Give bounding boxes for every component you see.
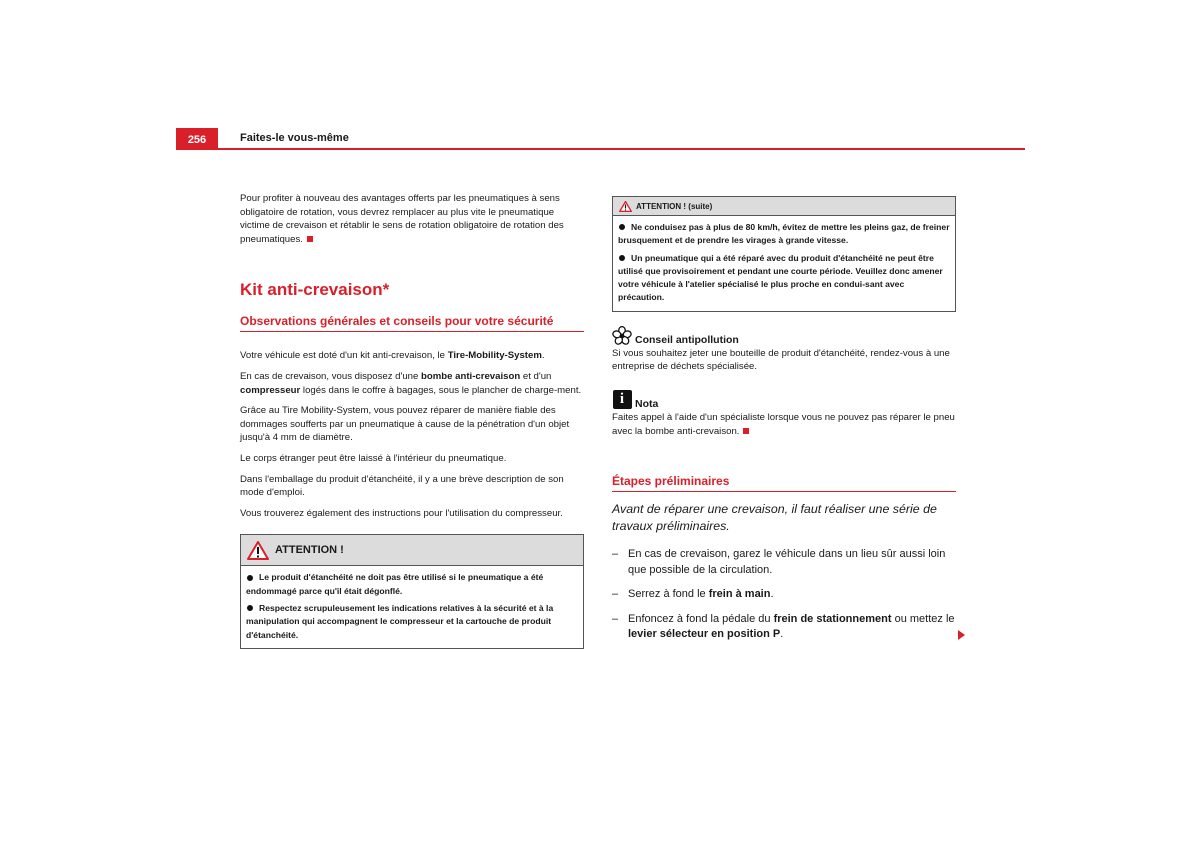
intro-paragraph: Pour profiter à nouveau des avantages offerts par les pneumatiques à sens obligatoire de rotation, vous devrez remplacer au plus vite le pneumatique victime de crevaison et rétablir le sens de rotation obligatoire de rotation des pneumatiques. [240, 193, 564, 245]
bullet-icon [247, 575, 253, 581]
left-column [240, 192, 584, 649]
warning-item: Ne conduisez pas à plus de 80 km/h, évitez de mettre les pleins gaz, de freiner brusquement et de prendre les virages à grande vitesse. [618, 222, 950, 246]
warning-continued-box [612, 196, 956, 312]
note-text: Faites appel à l'aide d'un spécialiste lorsque vous ne pouvez pas réparer le pneu avec la bombe anti-crevaison. [612, 411, 955, 437]
dash-marker: – [612, 612, 619, 625]
right-column [612, 196, 956, 651]
warning-triangle-icon [247, 541, 269, 560]
warning-label: ATTENTION ! [275, 544, 344, 557]
next-page-arrow-icon [958, 630, 965, 640]
dash-marker: – [612, 588, 619, 601]
step-item: – Enfoncez à fond la pédale du frein de stationnement ou mettez le levier sélecteur en position P. [612, 612, 956, 643]
eco-tip-label: Conseil antipollution [635, 333, 739, 346]
paragraph-6: Vous trouverez également des instructions pour l'utilisation du compresseur. [240, 507, 563, 519]
eco-tip-text: Si vous souhaitez jeter une bouteille de produit d'étanchéité, rendez-vous à une entreprise de déchets spécialisée. [612, 347, 950, 373]
flower-icon [612, 326, 632, 346]
info-icon-box [612, 390, 632, 410]
warning-continued-header [613, 197, 955, 216]
page-number: 256 [176, 128, 218, 149]
warning-item: Le produit d'étanchéité ne doit pas être utilisé si le pneumatique a été endommagé parce qu'il était dégonflé. [246, 572, 544, 596]
paragraph-5: Dans l'emballage du produit d'étanchéité, il y a une brève description de son mode d'emploi. [240, 473, 564, 499]
bullet-icon [619, 224, 625, 230]
warning-body [241, 566, 583, 647]
warning-header [241, 535, 583, 566]
paragraph-4: Le corps étranger peut être laissé à l'intérieur du pneumatique. [240, 452, 507, 464]
eco-tip-header [612, 326, 956, 346]
info-icon: i [613, 390, 632, 409]
step-item: – Serrez à fond le frein à main. [612, 587, 956, 602]
section-title: Kit anti-crevaison* [240, 280, 390, 300]
section-subtitle: Observations générales et conseils pour votre sécurité [240, 314, 584, 332]
warning-continued-body [613, 216, 955, 311]
bullet-icon [247, 605, 253, 611]
running-title: Faites-le vous-même [240, 132, 349, 144]
warning-continued-label: ATTENTION ! (suite) [636, 201, 713, 211]
lead-paragraph: Avant de réparer une crevaison, il faut réaliser une série de travaux préliminaires. [612, 502, 937, 533]
section-subtitle-etapes: Étapes préliminaires [612, 474, 956, 492]
bullet-icon [619, 255, 625, 261]
dash-marker: – [612, 548, 619, 561]
end-square-icon [307, 236, 313, 242]
warning-item: Respectez scrupuleusement les indications relatives à la sécurité et à la manipulation qui accompagnent le compresseur et la cartouche de produit d'étanchéité. [246, 602, 554, 640]
paragraph-1: Votre véhicule est doté d'un kit anti-crevaison, le Tire-Mobility-System. [240, 350, 545, 362]
header-rule [176, 148, 1025, 150]
warning-item: Un pneumatique qui a été réparé avec du produit d'étanchéité ne peut être utilisé que provisoirement et pendant une courte période. Veuillez donc amener votre véhicule à l'atelier spécialisé le plus proche en condui-sant avec précaution. [618, 252, 943, 303]
note-header [612, 390, 956, 410]
warning-box [240, 534, 584, 648]
warning-triangle-icon [619, 201, 632, 212]
end-square-icon [743, 428, 749, 434]
paragraph-3: Grâce au Tire Mobility-System, vous pouvez réparer de manière fiable des dommages soufferts par un pneumatique à cause de la pénétration d'un objet jusqu'à 4 mm de diamètre. [240, 405, 570, 444]
note-label: Nota [635, 397, 659, 410]
step-item: – En cas de crevaison, garez le véhicule dans un lieu sûr aussi loin que possible de la circulation. [612, 547, 956, 578]
paragraph-2: En cas de crevaison, vous disposez d'une bombe anti-crevaison et d'un compresseur logés dans le coffre à bagages, sous le plancher de charge-ment. [240, 370, 582, 396]
